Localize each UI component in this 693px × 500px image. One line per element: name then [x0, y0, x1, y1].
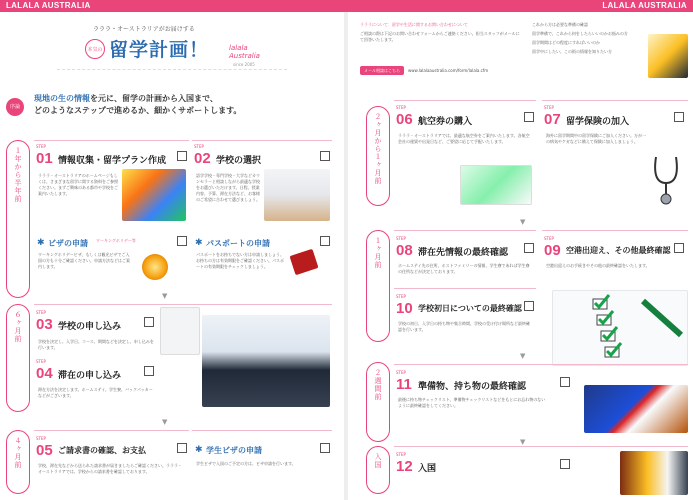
step-04-checkbox[interactable] [144, 366, 154, 376]
student-visa-card [192, 430, 332, 496]
step-05-body: 学校、滞在先などから送られた請求書が届きましたらご確認ください。ラララ・オーストラリアでは、学校からの請求書を確認しております。 [38, 463, 182, 474]
checklist-title: これから方は必要な準備の確認 [532, 22, 588, 27]
step-04-title: 滞在の申し込み [58, 371, 122, 381]
checklist-item-1: 留学準備で、これから何をしたらいいのかお悩みの方 [532, 31, 628, 36]
step-03-checkbox[interactable] [144, 317, 154, 327]
brand-right: LALALA AUSTRALIA [602, 1, 687, 10]
arrival-gate-photo [620, 451, 688, 495]
contact-box [360, 22, 520, 82]
step-06-body: ラララ・オーストラリアでは、最適な航空券をご案内いたします。各航空会社の運賃や出発日など、ご要望に応じて手配いたします。 [398, 133, 530, 144]
step-07-title: 留学保険の加入 [566, 117, 630, 127]
checklist-box [532, 22, 652, 82]
step-01-body: ラララ・オーストラリアのホームページもしくは、さまざまな留学に関する資料をご参照ください。まずご興味のある都市や学校をご案内いたします。 [38, 173, 118, 196]
step-09-number: 09 [544, 242, 561, 259]
step-02-label: STEP [194, 144, 204, 149]
phase-label-4: ２ヶ月から１ヶ月前 [374, 113, 382, 185]
right-page [350, 14, 691, 500]
visa-title: ビザの申請 [48, 239, 88, 248]
phase-pill-1 [6, 140, 30, 298]
step-03-title: 学校の申し込み [58, 322, 122, 332]
visa-card [34, 228, 189, 288]
step-07-checkbox[interactable] [674, 112, 684, 122]
phase-label-1: １年から半年前 [14, 147, 22, 203]
phase-label-2: ６ヶ月前 [14, 311, 22, 343]
arrow-down-1: ▼ [162, 292, 168, 300]
checkmarks-icon [553, 291, 688, 366]
brand-left: LALALA AUSTRALIA [6, 1, 91, 10]
arrow-down-2: ▼ [162, 418, 168, 426]
airline-ticket-image [460, 165, 532, 205]
step-01-brochures-photo [122, 169, 186, 221]
intro-emphasis: 現地の生の情報 [34, 94, 90, 103]
step-12-checkbox[interactable] [560, 459, 570, 469]
step-05-card [34, 430, 189, 496]
checklist-photo [552, 290, 688, 366]
passport-title: パスポートの申請 [206, 239, 270, 248]
brand-logo-sub: since 2005 [233, 62, 255, 67]
step-08-body: ホームステイ先の住所、ホストファミリーの情報、学生寮であれば学生寮の住所などが決定しております。 [398, 263, 530, 274]
step-01-card [34, 140, 189, 225]
step-10-label: STEP [396, 294, 406, 299]
step-08-checkbox[interactable] [524, 243, 534, 253]
phase-pill-6 [366, 362, 390, 442]
step-04-label: STEP [36, 359, 46, 364]
passport-image [289, 249, 318, 275]
arrow-down-5: ▼ [520, 438, 526, 446]
step-07-number: 07 [544, 111, 561, 128]
checklist-item-3: 留学中にしたい、この街の情報を知りたい方 [532, 49, 612, 54]
passport-body: パスポートをお持ちでない方は申請しましょう。お持ちの方は有効期限をご確認ください。パスポートの有効期限をチェックしましょう。 [196, 252, 284, 269]
visa-tag: ワーキングホリデー等 [96, 238, 136, 243]
step-02-number: 02 [194, 150, 211, 167]
step-05-label: STEP [36, 436, 46, 441]
step-03-04-card [34, 304, 332, 414]
step-05-checkbox[interactable] [177, 443, 187, 453]
passport-and-flag-photo [584, 385, 688, 433]
arrow-down-4: ▼ [520, 352, 526, 360]
phase-pill-5 [366, 230, 390, 342]
step-02-card [192, 140, 332, 225]
student-visa-icon: ✱ [195, 445, 203, 455]
step-12-title: 入国 [418, 464, 437, 474]
step-06-card [394, 100, 536, 208]
phase-pill-2 [6, 304, 30, 412]
step-12-card [394, 446, 688, 496]
step-05-title: ご請求書の確認、お支払 [58, 446, 146, 455]
checklist-item-2: 留学期間はどの程度にすればいいのか [532, 40, 600, 45]
step-09-card [542, 230, 688, 286]
student-visa-checkbox[interactable] [320, 443, 330, 453]
step-11-title: 準備物、持ち物の最終確認 [418, 382, 527, 392]
left-page [2, 14, 342, 500]
step-08-title: 滞在先情報の最終確認 [418, 248, 509, 258]
intro-line-1: 現地の生の情報を元に、留学の計画から入国まで、 [34, 94, 218, 103]
phase-pill-3 [6, 430, 30, 494]
step-03-label: STEP [36, 310, 46, 315]
header-badge: 本気の [85, 39, 105, 59]
step-11-checkbox[interactable] [560, 377, 570, 387]
step-04-number: 04 [36, 365, 53, 382]
passport-icon: ✱ [195, 238, 203, 248]
step-07-body: 海外に留学期間中の留学保険にご加入ください。万が一の病気やケガなどに備えて保険に加入しましょう。 [546, 133, 646, 144]
contact-url[interactable]: www.lalalaaustralia.com/form/lalala.cfm [408, 68, 489, 73]
step-05-number: 05 [36, 442, 53, 459]
notebook-image [648, 34, 688, 78]
step-10-card [394, 288, 536, 350]
step-10-title: 学校初日についての最終確認 [418, 304, 522, 313]
stethoscope-image [648, 153, 684, 205]
intro-text [34, 93, 241, 117]
header-eyebrow: ラララ・オーストラリアがお届けする [93, 26, 195, 33]
step-09-body: 空港出迎えのお手続きやその他の最終確認をいたします。 [546, 263, 650, 268]
step-03-body: 学校を決定し、入学日、コース、期間などを決定し、申し込みを行います。 [38, 339, 154, 350]
step-12-label: STEP [396, 452, 406, 457]
step-06-checkbox[interactable] [524, 112, 534, 122]
header-title: 留学計画！ [109, 39, 210, 61]
phase-label-5: １ヶ月前 [374, 237, 382, 269]
step-11-card [394, 364, 688, 436]
arrow-down-3: ▼ [520, 218, 526, 226]
top-banner [0, 0, 693, 12]
step-10-body: 学校の初日、入学日の持ち物や集合時間、学校の受け付け場所など最終確認を行います。 [398, 321, 530, 332]
step-08-number: 08 [396, 242, 413, 259]
passport-checkbox[interactable] [320, 236, 330, 246]
step-02-body: 語学学校・専門学校・大学などカウンセラーと相談しながら最適な学校をお選びいただけます。日程、授業内容、予算、滞在方法など、お客様のご希望に合わせて選びましょう。 [196, 173, 260, 202]
step-07-label: STEP [544, 105, 554, 110]
contact-button[interactable]: メール相談はこちら [360, 66, 404, 75]
step-07-card [542, 100, 688, 208]
step-01-label: STEP [36, 144, 46, 149]
phase-label-3: ４ヶ月前 [14, 437, 22, 469]
step-08-label: STEP [396, 236, 406, 241]
step-10-checkbox[interactable] [524, 301, 534, 311]
student-visa-title: 学生ビザの申請 [206, 446, 262, 455]
visa-body: ワーキングホリデービザ、もしくは観光ビザでご入国の方も十分ご確認ください。申請方法などはご案内します。 [38, 252, 130, 269]
step-02-title: 学校の選択 [216, 156, 262, 166]
step-06-title: 航空券の購入 [418, 117, 473, 127]
step-06-label: STEP [396, 105, 406, 110]
phase-pill-7 [366, 446, 390, 494]
brand-logo: lalala Australia [229, 44, 260, 60]
step-09-title: 空港出迎え、その他最終確認 [566, 246, 671, 255]
student-visa-body: 学生ビザで入国のご予定の方は、ビザ申請を行います。 [196, 461, 296, 466]
intro-badge: 序論 [6, 98, 24, 116]
step-02-classroom-photo [264, 169, 330, 221]
counselor-photo [202, 315, 330, 407]
step-02-checkbox[interactable] [320, 151, 330, 161]
step-12-number: 12 [396, 458, 413, 475]
visa-checkbox[interactable] [177, 236, 187, 246]
step-11-body: 最後に持ち物チェックリスト、準備物チェックリストなどをもとにお忘れ物のないように最終確認をしてください。 [398, 397, 546, 408]
step-01-title: 情報収集・留学プラン作成 [58, 156, 167, 166]
step-11-label: STEP [396, 370, 406, 375]
contact-body: ご相談の際は下記のお問い合わせフォームからご連絡ください。担当スタッフがメールにて回答いたします。 [360, 31, 520, 42]
intro-line-2: どのようなステップで進めるか、細かくサポートします。 [34, 106, 242, 115]
step-01-checkbox[interactable] [177, 151, 187, 161]
visa-icon: ✱ [37, 238, 45, 248]
step-10-number: 10 [396, 300, 413, 317]
phase-pill-4 [366, 106, 390, 206]
step-01-number: 01 [36, 150, 53, 167]
header-box [57, 20, 287, 70]
step-06-number: 06 [396, 111, 413, 128]
contact-title: ラララについて：留学や生活に関するお問い合わせについて [360, 22, 468, 27]
page-spine [344, 12, 348, 500]
application-form-image [160, 307, 200, 355]
step-09-label: STEP [544, 236, 554, 241]
visa-stamp-image [142, 254, 168, 280]
step-09-checkbox[interactable] [674, 243, 684, 253]
passport-card [192, 228, 332, 288]
phase-label-6: ２週間前 [374, 369, 382, 401]
step-08-card [394, 230, 536, 286]
phase-label-7: 入国 [374, 453, 382, 469]
step-11-number: 11 [396, 376, 412, 393]
stethoscope-icon [648, 153, 684, 205]
step-03-number: 03 [36, 316, 53, 333]
step-04-body: 滞在方法を決定します。ホームステイ、学生寮、バックパッカーなどがございます。 [38, 387, 153, 398]
